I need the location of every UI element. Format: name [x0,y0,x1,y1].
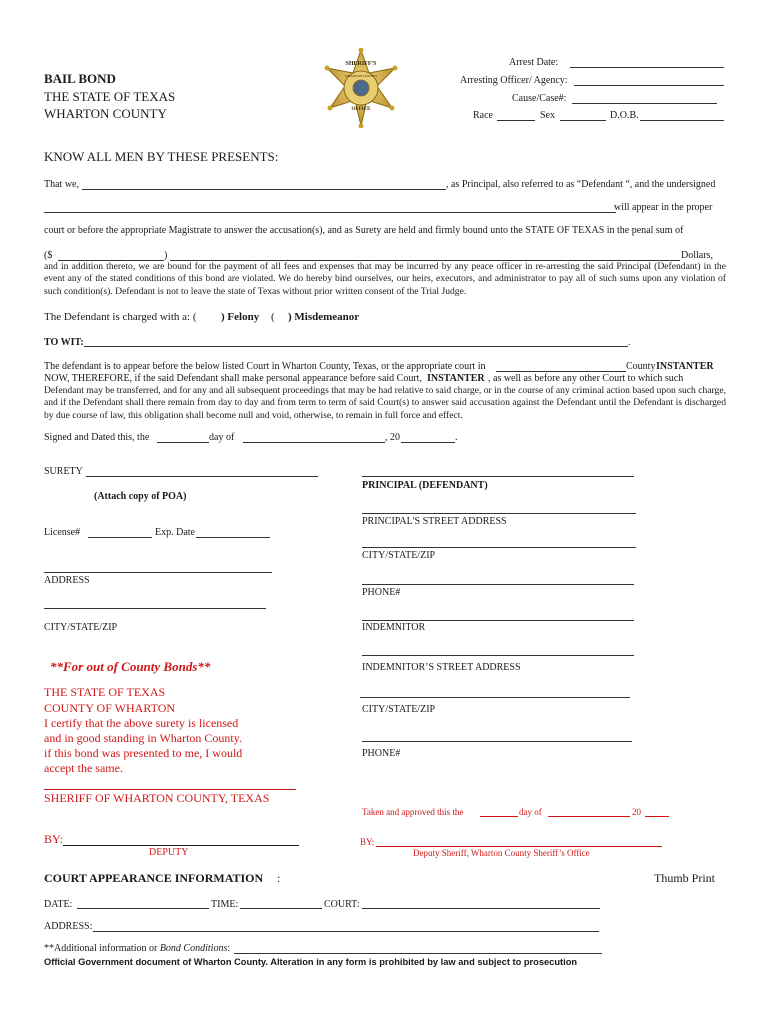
county-field[interactable] [496,371,626,372]
court-court-label: COURT: [324,899,360,910]
court-court-field[interactable] [362,908,600,909]
cause-case-label: Cause/Case#: [512,93,567,104]
principal-label: PRINCIPAL (DEFENDANT) [362,480,488,491]
ooc-line-3: I certify that the above surety is licensed [44,716,239,730]
deputy-sheriff-label: Deputy Sheriff, Wharton County Sheriff’s Office [413,848,590,858]
badge-mid-text: WHARTON COUNTY [344,74,378,78]
license-label: License# [44,527,81,538]
deputy-signature-field[interactable] [63,845,299,846]
taken-c: 20 [632,807,641,817]
ooc-line-1: THE STATE OF TEXAS [44,685,166,699]
ooc-line-4: and in good standing in Wharton County. [44,731,242,745]
indemnitor-city-label: CITY/STATE/ZIP [362,704,436,715]
taken-year-field[interactable] [645,816,669,817]
exp-date-field[interactable] [196,537,270,538]
sex-label: Sex [540,110,555,121]
taken-month-field[interactable] [548,816,630,817]
principal-phone-field[interactable] [362,584,634,585]
court-line-text: court or before the appropriate Magistrate to answer the accusation(s), and as Surety are held and firmly bound unto the STATE OF TEXAS in the penal sum of [44,225,684,236]
signed-d: . [455,432,458,443]
instanter-2: INSTANTER [427,373,485,384]
sex-field[interactable] [560,120,606,121]
know-all-heading: KNOW ALL MEN BY THESE PRESENTS: [44,149,279,164]
race-label: Race [473,110,493,121]
principal-city-label: CITY/STATE/ZIP [362,550,436,561]
court-heading-colon: : [277,871,281,885]
license-field[interactable] [88,537,152,538]
principal-street-label: PRINCIPAL'S STREET ADDRESS [362,516,507,527]
court-address-field[interactable] [93,931,599,932]
signed-day-field[interactable] [157,442,209,443]
badge-bottom-text: OFFICE [351,107,371,112]
ooc-line-2: COUNTY OF WHARTON [44,701,176,715]
that-we-suffix: , as Principal, also referred to as “Defendant “, and the undersigned [446,179,716,190]
dollar-close: ) [164,250,168,261]
indemnitor-street-label: INDEMNITOR’S STREET ADDRESS [362,662,521,673]
deputy-label: DEPUTY [149,847,189,858]
dollar-open: ($ [44,250,53,261]
additional-info-field[interactable] [234,953,602,954]
ooc-line-6: accept the same. [44,761,123,775]
footer-notice: Official Government document of Wharton County. Alteration in any form is prohibited by law and subject to prosecution [44,957,578,967]
surety-label: SURETY [44,466,83,477]
court-time-field[interactable] [240,908,322,909]
by-left-label: BY: [44,832,63,846]
to-wit-field[interactable] [84,346,628,347]
taken-b: day of [519,807,542,817]
county-heading: WHARTON COUNTY [44,106,167,121]
arresting-officer-label: Arresting Officer/ Agency: [460,75,568,86]
state-heading: THE STATE OF TEXAS [44,89,176,104]
sheriff-label: SHERIFF OF WHARTON COUNTY, TEXAS [44,791,270,805]
appear-line-1b: County [626,361,656,372]
felony-checkbox[interactable]: ) Felony [221,311,260,323]
surety-address-field[interactable] [44,572,272,573]
appear-line-2b: , as well as before any other Court to which such [488,373,684,384]
principal-name-field[interactable] [82,189,446,190]
cause-case-field[interactable] [572,103,717,104]
charged-prefix: The Defendant is charged with a: ( [44,311,197,323]
signed-month-field[interactable] [243,442,385,443]
race-field[interactable] [497,120,535,121]
indemnitor-label: INDEMNITOR [362,622,426,633]
taken-day-field[interactable] [480,816,518,817]
principal-city-field[interactable] [362,547,636,548]
sheriff-star-badge-icon [316,48,406,128]
thumb-print-label: Thumb Print [654,871,716,885]
indemnitor-phone-field[interactable] [362,741,632,742]
ooc-line-5: if this bond was presented to me, I would [44,746,243,760]
court-date-field[interactable] [77,908,209,909]
surety-name-field[interactable] [44,212,616,213]
appear-line-2a: NOW, THEREFORE, if the said Defendant shall make personal appearance before said Court, [44,373,422,384]
taken-a: Taken and approved this the [362,807,464,817]
that-we-prefix: That we, [44,179,79,190]
dob-field[interactable] [640,120,724,121]
exp-date-label: Exp. Date [155,527,195,538]
indemnitor-field[interactable] [362,620,634,621]
sheriff-signature-field[interactable] [44,789,296,790]
arresting-officer-field[interactable] [574,85,724,86]
court-date-label: DATE: [44,899,73,910]
surety-address-line2-field[interactable] [44,608,266,609]
form-title: BAIL BOND [44,71,116,86]
indemnitor-street-field[interactable] [362,655,634,656]
misdemeanor-checkbox[interactable]: ) Misdemeanor [288,311,360,323]
surety-signature-field[interactable] [86,476,318,477]
paren-open: ( [271,311,275,323]
signed-b: day of [209,432,235,443]
principal-street-field[interactable] [362,513,636,514]
signed-year-field[interactable] [401,442,455,443]
arrest-date-label: Arrest Date: [509,57,559,68]
deputy-sheriff-signature-field[interactable] [376,846,662,847]
to-wit-label: TO WIT: [44,337,84,348]
court-appearance-heading: COURT APPEARANCE INFORMATION [44,871,264,885]
signed-c: , 20 [385,432,400,443]
principal-signature-field[interactable] [362,476,634,477]
attach-poa-note: (Attach copy of POA) [94,491,187,502]
dollars-text: Dollars, [681,250,713,261]
court-time-label: TIME: [211,899,239,910]
indemnitor-city-field[interactable] [360,697,630,698]
out-of-county-heading: **For out of County Bonds** [50,659,211,674]
appear-line-1a: The defendant is to appear before the below listed Court in Wharton County, Texas, or the appropriate court in [44,361,486,372]
arrest-date-field[interactable] [570,67,724,68]
surety-city-label: CITY/STATE/ZIP [44,622,118,633]
signed-a: Signed and Dated this, the [44,432,150,443]
by-right-label: BY: [360,837,375,847]
court-address-label: ADDRESS: [44,921,93,932]
badge-top-text: SHERIFF'S [345,61,377,67]
indemnitor-phone-label: PHONE# [362,748,401,759]
fees-paragraph: and in addition thereto, we are bound for the payment of all fees and expenses that may be incurred by any peace officer in re-arresting the said Principal (Defendant) in the event any of the stated conditions of this bond are violated. We do hereby bind ourselves, our heirs, executors, and administrator to pay all of such sums upon any violation of such condition(s). Defendant is not to leave the state of Texas without prior written consent of the Trial Judge. [44,261,726,297]
additional-info-label: **Additional information or Bond Conditions: [44,943,231,954]
will-appear-text: will appear in the proper [614,202,713,213]
instanter-1: INSTANTER [656,361,714,372]
dob-label: D.O.B. [610,110,639,121]
appear-rest-paragraph: Defendant may be transferred, and for any and all subsequent proceedings that may be had relative to said charge, or in the course of any criminal action based upon such charge, and if the Defendant shall there remain from day to day and from term to term of said Court(s) to answer said accusation against the Defendant until the Defendant is discharged by due course of law, this obligation shall become null and void, otherwise, to remain in full force and effect. [44,385,726,421]
principal-phone-label: PHONE# [362,587,401,598]
surety-address-label: ADDRESS [44,575,90,586]
